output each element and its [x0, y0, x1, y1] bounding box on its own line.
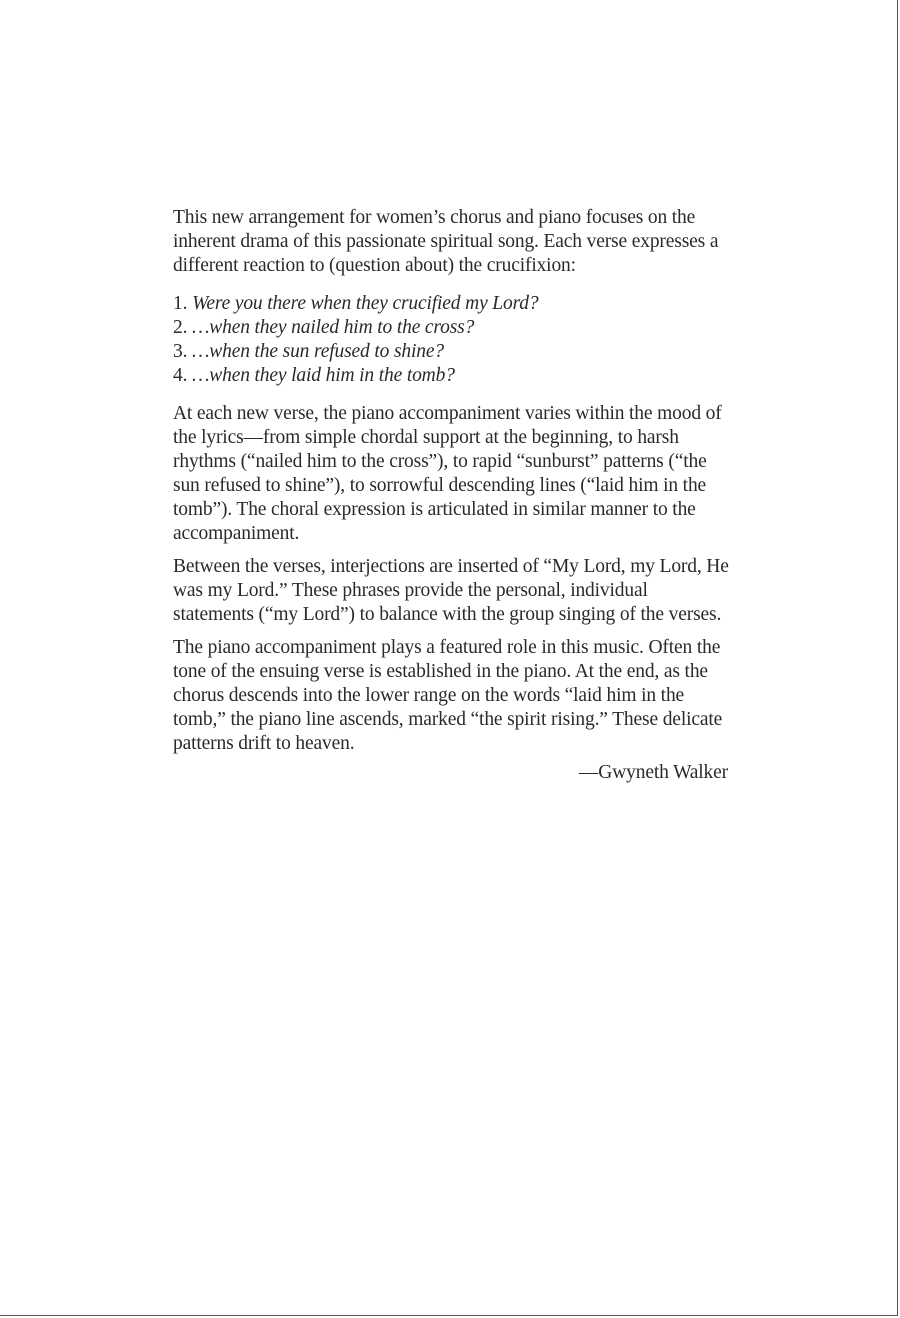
verse-text: …when they laid him in the tomb? [192, 365, 455, 386]
verse-text: Were you there when they crucified my Lord? [192, 293, 539, 314]
verse-number: 2. [173, 317, 188, 338]
intro-paragraph: This new arrangement for women’s chorus and piano focuses on the inherent drama of this passionate spiritual song. Each verse expresses a different reaction to (question about) the crucifixion: [173, 207, 719, 276]
verse-number: 3. [173, 341, 188, 362]
verse-number: 1. [173, 293, 188, 314]
author-signature: —Gwyneth Walker [578, 762, 728, 783]
verse-item [173, 292, 733, 316]
verse-number: 4. [173, 365, 188, 386]
accompaniment-paragraph: At each new verse, the piano accompaniment varies within the mood of the lyrics—from simple chordal support at the beginning, to harsh rhythms (“nailed him to the cross”), to rapid “sunburst” patterns (“the sun refused to shine”), to sorrowful descending lines (“laid him in the tomb”). The choral expression is articulated in similar manner to the accompaniment. [173, 403, 722, 544]
piano-role-paragraph: The piano accompaniment plays a featured role in this music. Often the tone of the ensuing verse is established in the piano. At the end, as the chorus descends into the lower range on the words “laid him in the tomb,” the piano line ascends, marked “the spirit rising.” These delicate patterns drift to heaven. [173, 637, 723, 754]
interjections-paragraph: Between the verses, interjections are inserted of “My Lord, my Lord, He was my Lord.” These phrases provide the personal, individual statements (“my Lord”) to balance with the group singing of the verses. [173, 556, 729, 625]
verse-item [173, 316, 733, 340]
verse-text: …when the sun refused to shine? [192, 341, 444, 362]
verse-item [173, 340, 733, 364]
program-note [173, 206, 733, 785]
verse-item [173, 364, 733, 388]
verse-list [173, 292, 733, 388]
verse-text: …when they nailed him to the cross? [192, 317, 475, 338]
